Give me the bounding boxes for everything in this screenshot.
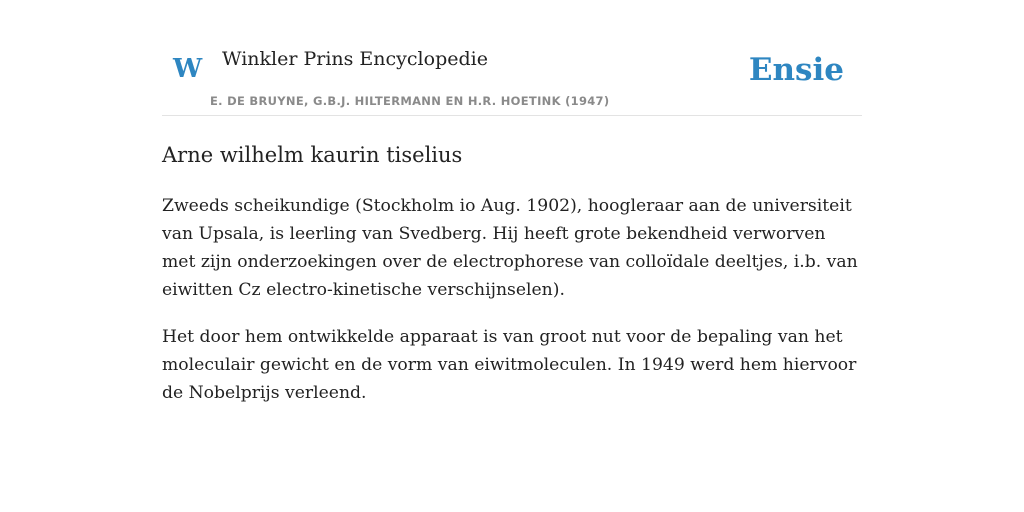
ensie-logo-link[interactable]: Ensie <box>748 52 844 88</box>
source-logo[interactable]: W <box>173 54 203 84</box>
article-title: Arne wilhelm kaurin tiselius <box>162 143 463 167</box>
source-authors: E. DE BRUYNE, G.B.J. HILTERMANN EN H.R. HOETINK (1947) <box>210 94 610 108</box>
source-title[interactable]: Winkler Prins Encyclopedie <box>222 48 488 70</box>
article-paragraph: Het door hem ontwikkelde apparaat is van groot nut voor de bepaling van het moleculair gewicht en de vorm van eiwitmoleculen. In 1949 werd hem hiervoor de Nobelprijs verleend. <box>162 327 857 403</box>
article-paragraph: Zweeds scheikundige (Stockholm io Aug. 1902), hoogleraar aan de universiteit van Upsala, is leerling van Svedberg. Hij heeft grote bekendheid verworven met zijn onderzoekingen over de electrophorese van colloïdale deeltjes, i.b. van eiwitten Cz electro-kinetische verschijnselen). <box>162 196 858 300</box>
site-header <box>162 40 862 116</box>
article-body <box>162 192 862 426</box>
